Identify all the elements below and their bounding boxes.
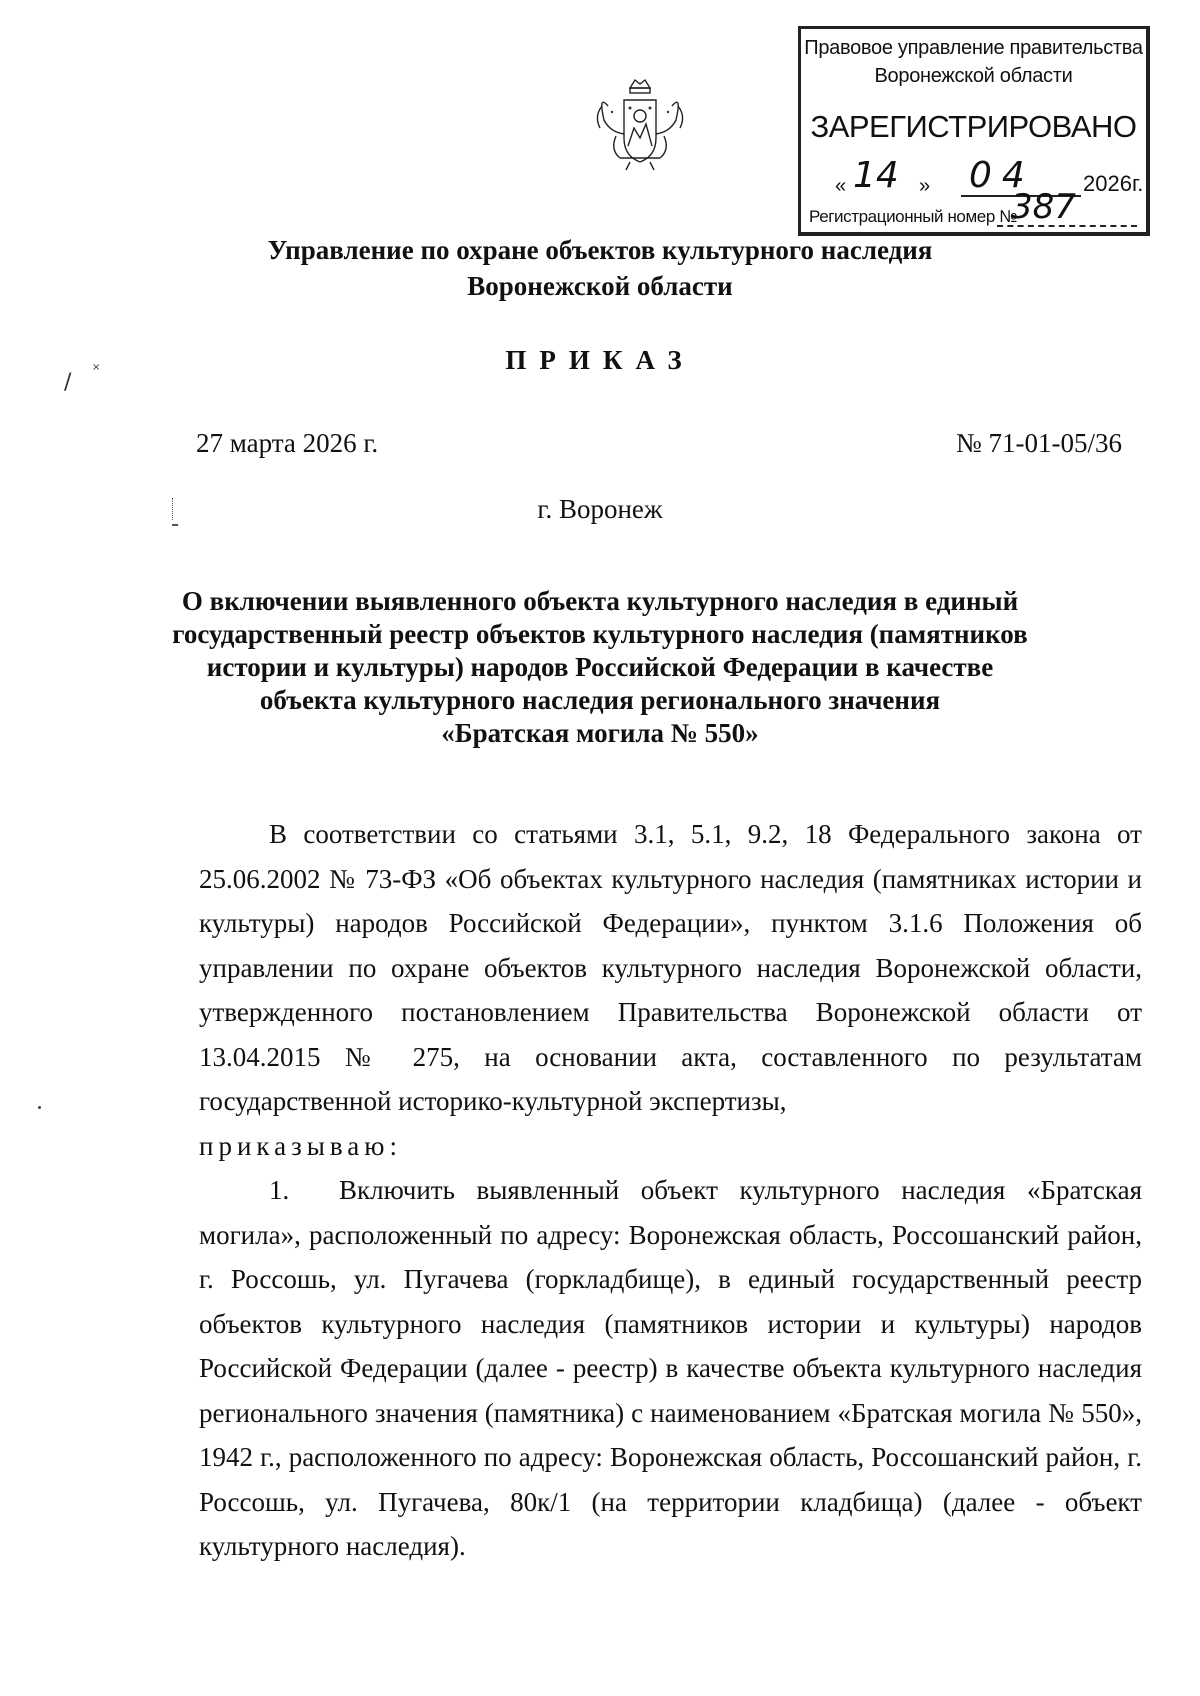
registration-stamp: [798, 26, 1150, 236]
order-body: [199, 812, 1142, 1569]
stamp-authority-line2: Воронежской области: [874, 65, 1073, 87]
stamp-month: 04: [969, 155, 1035, 196]
order-date: 27 марта 2026 г.: [196, 428, 379, 458]
scan-mark: /: [64, 370, 72, 395]
coat-of-arms-emblem: [590, 76, 690, 172]
stamp-reg-number: 387: [1011, 187, 1076, 227]
stamp-authority-line1: Правовое управление правительства: [804, 37, 1143, 59]
subject-line: государственный реестр объектов культурного наследия (памятников: [172, 619, 1028, 649]
stamp-open-quote: «: [835, 175, 847, 197]
document-type-title: ПРИКАЗ: [505, 345, 695, 375]
order-verb: приказываю:: [199, 1130, 402, 1161]
stamp-close-quote: »: [919, 175, 931, 197]
preamble-paragraph: В соответствии со статьями 3.1, 5.1, 9.2, 18 Федерального закона от 25.06.2002 № 73-ФЗ «Об объектах культурного наследия (памятниках истории и культуры) народов Российской Федерации», пунктом 3.1.6 Положения об управлении по охране объектов культурного наследия Воронежской области, утвержденного постановлением Правительства Воронежской области от 13.04.2015 № 275, на основании акта, составленного по результатам государственной историко-культурной экспертизы,: [199, 819, 1142, 1116]
org-name-line2: Воронежской области: [467, 271, 733, 301]
item-text: Включить выявленный объект культурного наследия «Братская могила», расположенный по адресу: Воронежская область, Россошанский район, г. Россошь, ул. Пугачева (горкладбище), в единый государственный реестр объектов культурного наследия (памятников истории и культуры) народов Российской Федерации (далее - реестр) в качестве объекта культурного наследия регионального значения (памятника) с наименованием «Братская могила № 550», 1942 г., расположенного по адресу: Воронежская область, Россошанский район, г. Россошь, ул. Пугачева, 80к/1 (на территории кладбища) (далее - объект культурного наследия).: [199, 1175, 1142, 1561]
order-subject: [170, 585, 1030, 750]
subject-line: «Братская могила № 550»: [441, 718, 759, 748]
subject-line: объекта культурного наследия регионального значения: [259, 685, 941, 715]
order-number: № 71-01-05/36: [956, 428, 1122, 458]
stamp-date: [831, 155, 1144, 201]
stamp-year: 2026г.: [1083, 171, 1144, 196]
subject-line: истории и культуры) народов Российской Федерации в качестве: [206, 652, 994, 682]
scan-mark: ×: [92, 362, 101, 373]
org-name-line1: Управление по охране объектов культурного наследия: [267, 235, 933, 265]
scan-mark: [38, 1106, 41, 1109]
order-city: г. Воронеж: [537, 494, 663, 524]
subject-line: О включении выявленного объекта культурного наследия в единый: [181, 586, 1019, 616]
order-item-1: [199, 1168, 1142, 1569]
item-number: 1.: [269, 1175, 290, 1205]
stamp-reg-underline: [997, 225, 1137, 227]
stamp-reg-label: Регистрационный номер №: [809, 207, 1018, 226]
stamp-day: 14: [853, 155, 899, 196]
stamp-registered-label: ЗАРЕГИСТРИРОВАНО: [810, 109, 1137, 144]
